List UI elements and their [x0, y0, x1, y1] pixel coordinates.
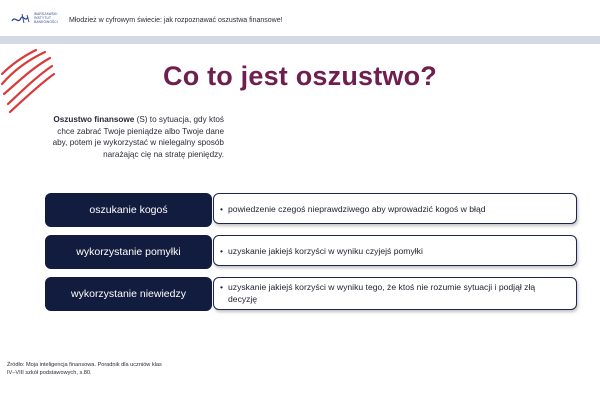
fraud-type-label: oszukanie kogoś — [45, 193, 212, 227]
fraud-type-description — [213, 277, 577, 310]
bullet-icon: • — [220, 203, 224, 214]
definition-term: Oszustwo finansowe — [53, 115, 135, 124]
description-text: powiedzenie czegoś nieprawdziwego aby wprowadzić kogoś w błąd — [228, 203, 486, 214]
description-text: uzyskanie jakiejś korzyści w wyniku czyjejś pomyłki — [228, 245, 423, 256]
header-title: Młodzież w cyfrowym świecie: jak rozpoznawać oszustwa finansowe! — [69, 17, 283, 24]
fraud-type-label: wykorzystanie niewiedzy — [45, 277, 212, 311]
description-text: uzyskanie jakiejś korzyści w wyniku tego, że ktoś nie rozumie sytuacji i podjął złą decyzję — [228, 282, 536, 304]
fraud-type-label: wykorzystanie pomyłki — [45, 235, 212, 269]
definition-body: (S) to sytuacja, gdy ktoś chce zabrać Twoje pieniądze albo Twoje dane aby, potem je wykorzystać w nielegalny sposób narażając cię na stratę pieniędzy. — [52, 115, 224, 159]
bullet-icon: • — [220, 282, 224, 292]
bullet-icon: • — [220, 245, 224, 256]
source-note: Źródło: Moja inteligencja finansowa. Poradnik dla uczniów klas IV–VIII szkół podstawowych, s.80. — [7, 362, 162, 376]
definition-text — [48, 114, 224, 160]
header-bar — [0, 0, 600, 36]
fraud-type-description — [213, 235, 577, 266]
page-title: Co to jest oszustwo? — [163, 61, 437, 91]
logo-text: WARSZAWSKI INSTYTUT BANKOWOŚCI — [34, 12, 58, 25]
header-band — [0, 36, 600, 44]
fraud-type-description — [213, 193, 577, 224]
